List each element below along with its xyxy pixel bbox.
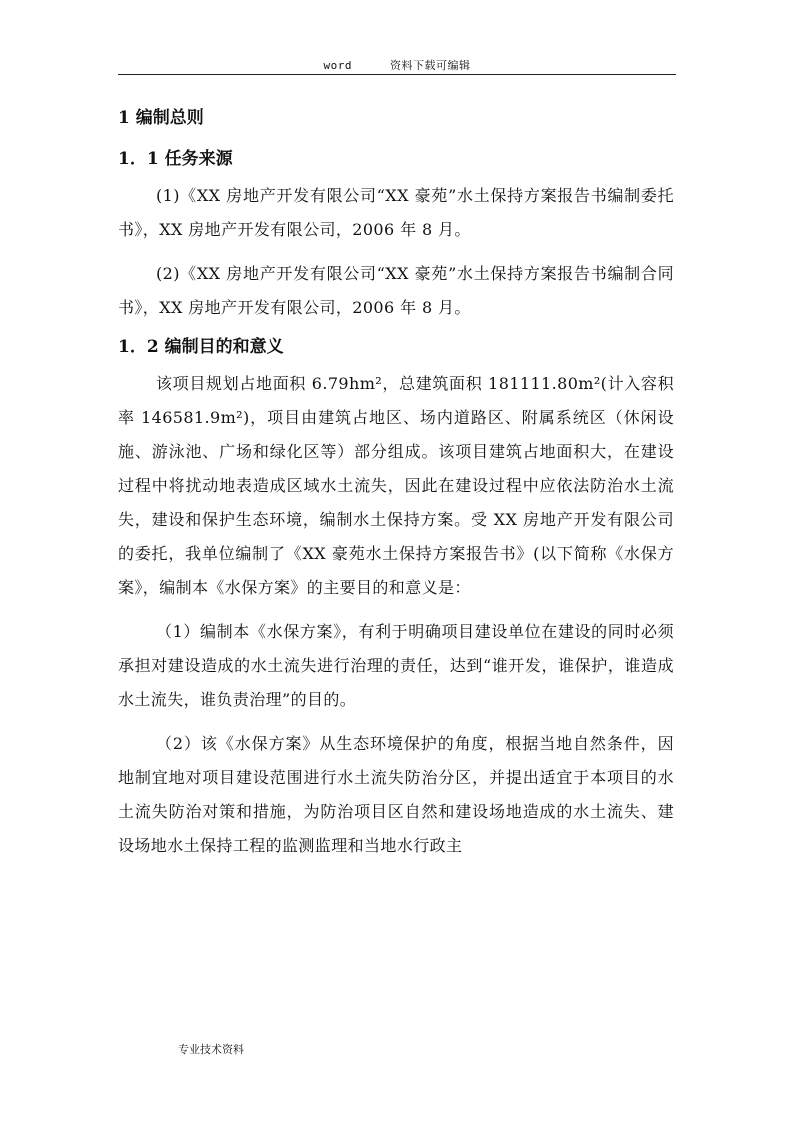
page-footer: 专业技术资料 — [178, 1043, 244, 1056]
purpose-paragraph-2: （1）编制本《水保方案》，有利于明确项目建设单位在建设的同时必须承担对建设造成的水土流失进行治理的责任，达到“谁开发，谁保护，谁造成水土流失，谁负责治理”的目的。 — [118, 622, 674, 709]
header-caption: 资料下载可编辑 — [390, 59, 471, 72]
task-source-item-1: (1)《XX 房地产开发有限公司“XX 豪苑”水土保持方案报告书编制委托书》，XX 房地产开发有限公司，2006 年 8 月。 — [118, 186, 674, 239]
header-divider — [118, 74, 676, 75]
section-1-heading: 1 编制总则 — [118, 108, 204, 128]
header-word-label: word — [323, 59, 352, 72]
section-1-1-heading: 1．1 任务来源 — [118, 149, 233, 169]
page-header — [118, 57, 676, 73]
task-source-item-2: (2)《XX 房地产开发有限公司“XX 豪苑”水土保持方案报告书编制合同书》，XX 房地产开发有限公司，2006 年 8 月。 — [118, 264, 674, 317]
purpose-paragraph-1: 该项目规划占地面积 6.79hm²，总建筑面积 181111.80m²(计入容积率 146581.9m²)，项目由建筑占地区、场内道路区、附属系统区（休闲设施、游泳池、广场和绿化区等）部分组成。该项目建筑占地面积大，在建设过程中将扰动地表造成区域水土流失，因此在建设过程中应依法防治水土流失，建设和保护生态环境，编制水土保持方案。受 XX 房地产开发有限公司的委托，我单位编制了《XX 豪苑水土保持方案报告书》(以下简称《水保方案》，编制本《水保方案》的主要目的和意义是： — [118, 374, 674, 597]
document-body — [118, 98, 674, 863]
section-1-2-heading: 1．2 编制目的和意义 — [118, 337, 284, 357]
purpose-paragraph-3: （2）该《水保方案》从生态环境保护的角度，根据当地自然条件，因地制宜地对项目建设范围进行水土流失防治分区，并提出适宜于本项目的水土流失防治对策和措施，为防治项目区自然和建设场地造成的水土流失、建设场地水土保持工程的监测监理和当地水行政主 — [118, 734, 674, 855]
